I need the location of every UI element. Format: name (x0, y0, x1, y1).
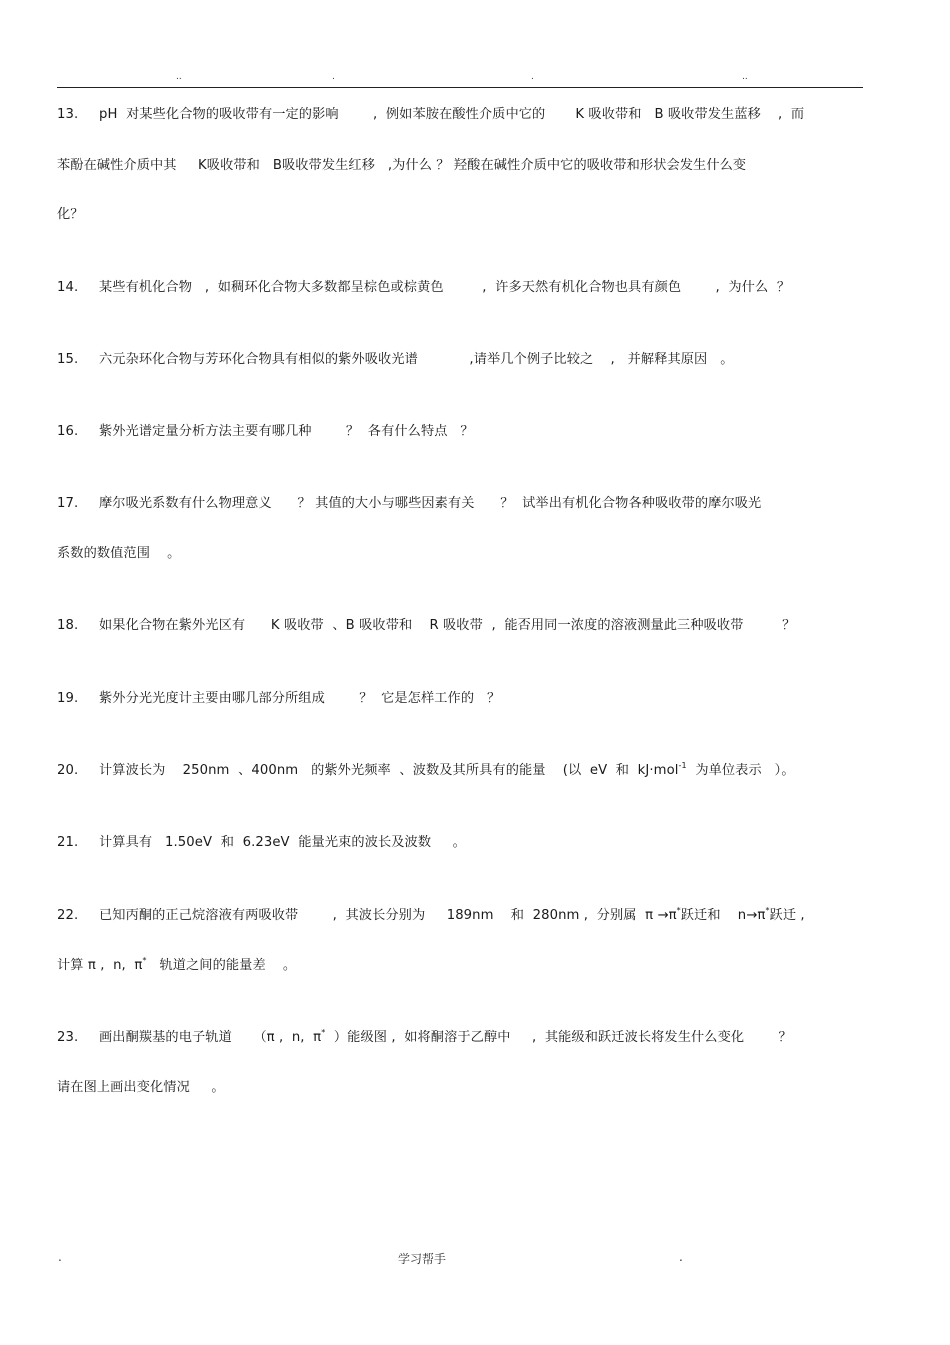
question-22-line-2: 计算 π , n, π* 轨道之间的能量差 。 (57, 956, 297, 973)
question-13-line-2: 苯酚在碱性介质中其 K吸收带和 B吸收带发生红移 ,为什么 ？ 羟酸在碱性介质中它的吸收带和形状会发生什么变 (57, 158, 747, 173)
question-number: 15. (57, 352, 79, 367)
question-number: 23. (57, 1030, 79, 1045)
question-15-line-1 (57, 350, 734, 370)
question-text: 计算具有 1.50eV 和 6.23eV 能量光束的波长及波数 。 (99, 835, 466, 850)
page-footer (0, 1250, 950, 1270)
asterisk-superscript: * (765, 906, 770, 915)
question-23-line-1 (57, 1028, 792, 1048)
question-text: 如果化合物在紫外光区有 K 吸收带 、B 吸收带和 R 吸收带 , 能否用同一浓度的溶液测量此三种吸收带 ？ (99, 618, 796, 633)
question-18-line-1 (57, 616, 795, 636)
question-number: 13. (57, 107, 79, 122)
asterisk-superscript: * (142, 956, 147, 965)
asterisk-superscript: * (676, 906, 681, 915)
question-number: 17. (57, 496, 79, 511)
question-number: 18. (57, 618, 79, 633)
question-number: 21. (57, 835, 79, 850)
question-14-line-1 (57, 278, 790, 298)
question-19-line-1 (57, 689, 500, 709)
question-20-line-1 (57, 761, 795, 781)
footer-title: 学习帮手 (398, 1252, 447, 1266)
question-23-line-2: 请在图上画出变化情况 。 (57, 1080, 225, 1095)
header-dot-2: . (332, 72, 335, 82)
header-dot-3: . (531, 72, 534, 82)
superscript-minus-one: -1 (678, 761, 687, 770)
question-text: pH 对某些化合物的吸收带有一定的影响 , 例如苯胺在酸性介质中它的 K 吸收带和 B 吸收带发生蓝移 , 而 (99, 107, 805, 122)
question-text-tail: 为单位表示 ）。 (686, 763, 795, 778)
question-number: 14. (57, 280, 79, 295)
question-number: 19. (57, 691, 79, 706)
question-number: 20. (57, 763, 79, 778)
header-dot-4: .. (742, 72, 748, 82)
question-number: 16. (57, 424, 79, 439)
question-text: 已知丙酮的正己烷溶液有两吸收带 , 其波长分别为 189nm 和 280nm , 分别属 π →π*跃迁和 n→π*跃迁 , (99, 906, 805, 923)
question-text: 画出酮羰基的电子轨道 （π , n, π* ）能级图 , 如将酮溶于乙醇中 , 其能级和跃迁波长将发生什么变化 ？ (99, 1028, 792, 1045)
question-text: 摩尔吸光系数有什么物理意义 ？ 其值的大小与哪些因素有关 ？ 试举出有机化合物各种吸收带的摩尔吸光 (99, 496, 762, 511)
page-header-dots (0, 72, 950, 84)
footer-left-dot: . (58, 1250, 62, 1264)
question-21-line-1 (57, 833, 466, 853)
question-text: 六元杂环化合物与芳环化合物具有相似的紫外吸收光谱 ,请举几个例子比较之 , 并解释其原因 。 (99, 352, 734, 367)
question-text: 某些有机化合物 , 如稠环化合物大多数都呈棕色或棕黄色 , 许多天然有机化合物也具有颜色 , 为什么 ？ (99, 280, 791, 295)
question-text: 紫外光谱定量分析方法主要有哪几种 ？ 各有什么特点 ？ (99, 424, 474, 439)
question-16-line-1 (57, 422, 474, 442)
question-number: 22. (57, 908, 79, 923)
question-17-line-1 (57, 494, 761, 514)
header-rule (57, 87, 863, 88)
question-13-line-1 (57, 105, 804, 125)
asterisk-superscript: * (321, 1028, 326, 1037)
question-text: 计算波长为 250nm 、400nm 的紫外光频率 、波数及其所具有的能量 (以 eV 和 kJ·mol (99, 763, 679, 778)
header-dot-1: .. (176, 72, 182, 82)
question-22-line-1 (57, 906, 805, 926)
question-17-line-2: 系数的数值范围 。 (57, 546, 181, 561)
question-text: 紫外分光光度计主要由哪几部分所组成 ？ 它是怎样工作的 ？ (99, 691, 501, 706)
footer-right-dot: . (679, 1250, 683, 1264)
question-13-line-3: 化？ (57, 207, 84, 222)
